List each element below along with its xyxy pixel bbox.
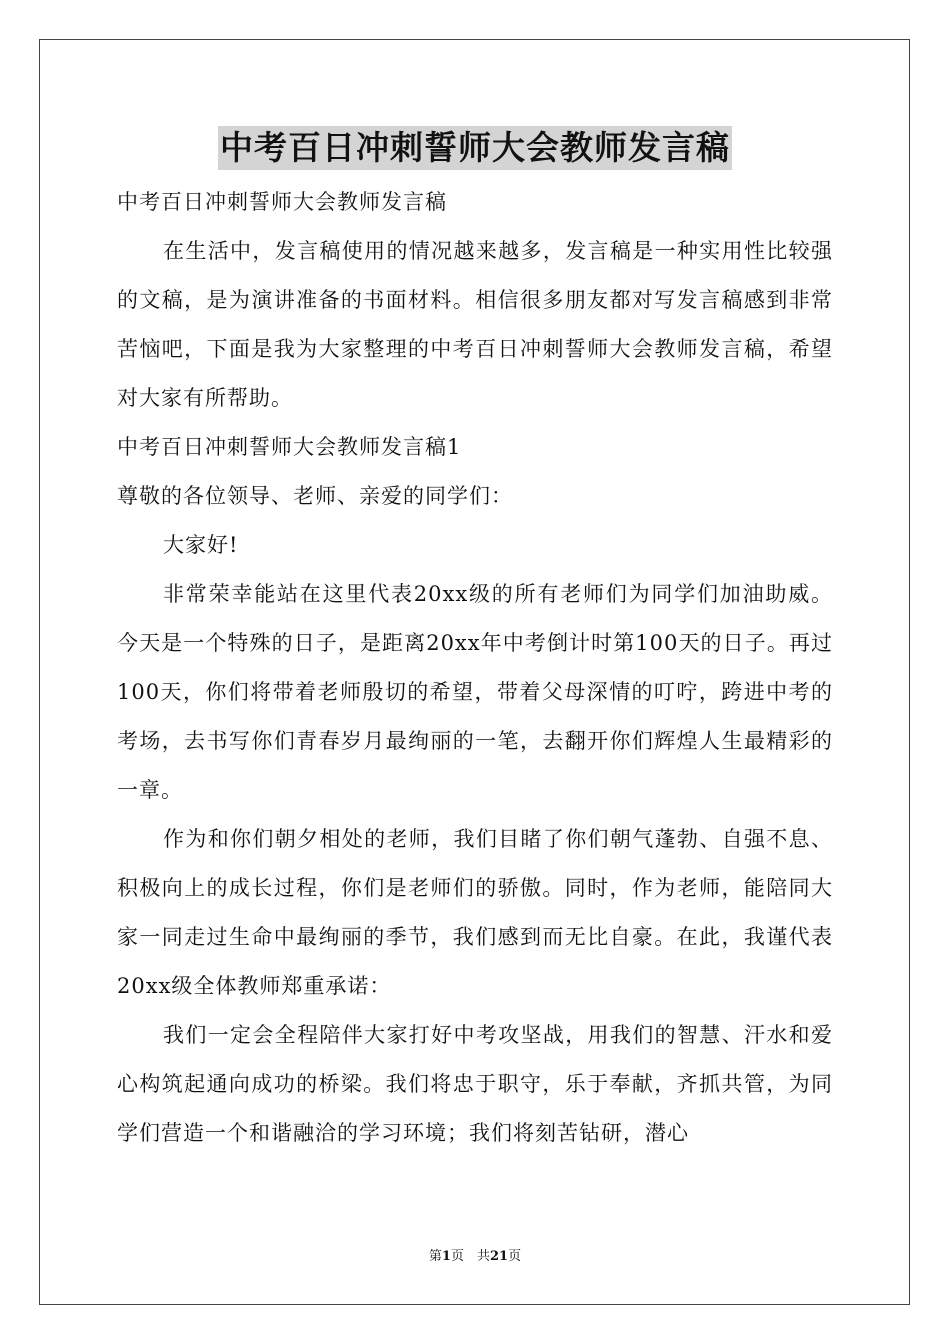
paragraph: 作为和你们朝夕相处的老师，我们目睹了你们朝气蓬勃、自强不息、积极向上的成长过程，你们是老师们的骄傲。同时，作为老师，能陪同大家一同走过生命中最绚丽的季节，我们感到而无比自豪。在此，我谨代表20xx级全体教师郑重承诺： <box>117 827 833 998</box>
paragraph: 尊敬的各位领导、老师、亲爱的同学们： <box>117 484 513 508</box>
page-footer <box>0 1248 950 1266</box>
page-suffix: 页 <box>508 1249 522 1264</box>
paragraph: 我们一定会全程陪伴大家打好中考攻坚战，用我们的智慧、汗水和爱心构筑起通向成功的桥梁。我们将忠于职守，乐于奉献，齐抓共管，为同学们营造一个和谐融洽的学习环境；我们将刻苦钻研，潜心 <box>117 1023 833 1145</box>
paragraph: 在生活中，发言稿使用的情况越来越多，发言稿是一种实用性比较强的文稿，是为演讲准备的书面材料。相信很多朋友都对写发言稿感到非常苦恼吧，下面是我为大家整理的中考百日冲刺誓师大会教师发言稿，希望对大家有所帮助。 <box>117 239 833 410</box>
title-container <box>0 126 950 170</box>
document-title: 中考百日冲刺誓师大会教师发言稿 <box>218 126 732 170</box>
paragraph: 中考百日冲刺誓师大会教师发言稿 <box>117 190 447 214</box>
document-body <box>117 178 833 1158</box>
page-prefix: 第 <box>428 1249 442 1264</box>
paragraph: 非常荣幸能站在这里代表20xx级的所有老师们为同学们加油助威。今天是一个特殊的日子，是距离20xx年中考倒计时第100天的日子。再过100天，你们将带着老师殷切的希望，带着父母深情的叮咛，跨进中考的考场，去书写你们青春岁月最绚丽的一笔，去翻开你们辉煌人生最精彩的一章。 <box>117 582 833 802</box>
current-page-number: 1 <box>441 1249 451 1264</box>
total-pages-number: 21 <box>489 1249 509 1264</box>
paragraph: 大家好! <box>163 533 239 557</box>
paragraph: 中考百日冲刺誓师大会教师发言稿1 <box>117 435 462 459</box>
page-mid: 页 共 <box>450 1249 490 1264</box>
